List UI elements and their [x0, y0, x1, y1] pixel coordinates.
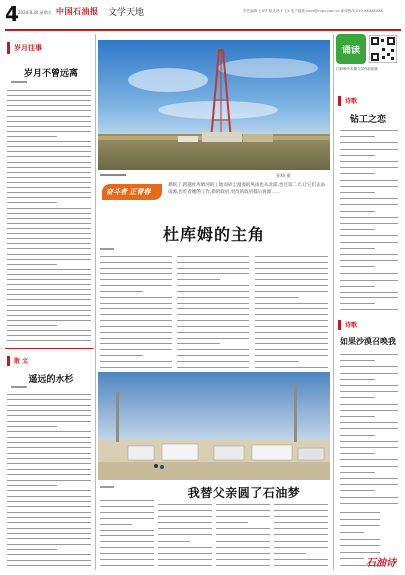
poem-1-body	[340, 130, 398, 274]
feature-intro: 难眠了,跨越杜库姆河的工地而砂尘漫漫的风雨也从北部,也过第二天,让它们去站雨源,也吃着她的工作,新的政府,更改的政府都后再源……	[168, 183, 326, 195]
column-divider-left	[95, 34, 96, 570]
photo-credit: 张XX 摄	[276, 173, 291, 178]
feature-tag	[102, 184, 162, 200]
desert-camp-photo	[98, 372, 330, 480]
feature-byline	[100, 248, 114, 250]
bottom-article-byline	[100, 486, 114, 488]
poem-1-body-cont	[340, 280, 398, 310]
bottom-body-col-1	[100, 500, 154, 566]
audio-logo	[336, 34, 366, 64]
oil-rig-photo	[98, 40, 330, 170]
essay-2-title: 遥远的水杉	[28, 375, 74, 385]
poem-2-tag	[338, 320, 358, 330]
desert-camp-photo-image	[98, 372, 330, 480]
date-line: 2024.8.30 星期五	[18, 10, 52, 15]
column-divider-right	[333, 34, 334, 570]
bottom-body-col-3	[216, 504, 270, 566]
qr-code[interactable]	[369, 35, 397, 63]
section-name: 文学天地	[108, 8, 145, 18]
poem-2-tag-label: 诗歌	[345, 322, 358, 329]
masthead: 中国石油报	[56, 6, 99, 16]
poem-2-body	[340, 354, 398, 504]
essay-1-title: 岁月不曾远离	[23, 69, 78, 79]
feature-body-col-3	[255, 256, 328, 368]
right-column	[336, 34, 402, 570]
essay-2-tag-label: 散 文	[14, 358, 29, 365]
poem-1-tag-label: 诗歌	[345, 98, 358, 105]
poem-1-title: 钻工之恋	[349, 115, 386, 125]
essay-2-byline	[11, 386, 27, 388]
left-column	[5, 34, 93, 570]
page-header	[0, 0, 405, 32]
bottom-body-col-4	[274, 504, 328, 566]
poem-2-title: 如果沙漠召唤我	[340, 336, 396, 346]
feature-tag-label: 奋斗者 正青春	[106, 187, 151, 196]
corner-title: 石油诗	[366, 558, 396, 569]
page-number: 4	[5, 2, 19, 26]
feature-title: 杜库姆的主角	[162, 225, 265, 244]
center-area	[98, 34, 330, 570]
essay-separator	[5, 348, 93, 349]
bottom-article-title: 我替父亲圆了石油梦	[187, 486, 301, 500]
essay-2-tag	[7, 356, 29, 366]
essay-1-body	[7, 90, 91, 342]
audio-logo-text: 诵读	[341, 45, 360, 56]
essay-1-byline	[11, 81, 27, 83]
essay-2-body	[7, 394, 91, 566]
header-rule	[5, 29, 401, 31]
feature-body-col-2	[177, 256, 249, 368]
bottom-body-col-2	[158, 504, 212, 566]
photo-caption	[100, 174, 126, 176]
poem-1-tag	[338, 96, 358, 106]
feature-body-col-1	[100, 256, 172, 368]
oil-rig-photo-image	[98, 40, 330, 170]
qr-code-icon	[369, 35, 397, 63]
section-tag-label: 岁月往事	[14, 44, 42, 52]
section-tag	[7, 42, 47, 54]
info-line: 责任编辑 王X华 版式设计 王X 电子邮箱 xxxx@cnpc.com.cn 新闻热线 010-XXXXXXXX	[243, 9, 384, 13]
qr-caption: 扫码收听本期文学作品朗读	[336, 67, 378, 71]
